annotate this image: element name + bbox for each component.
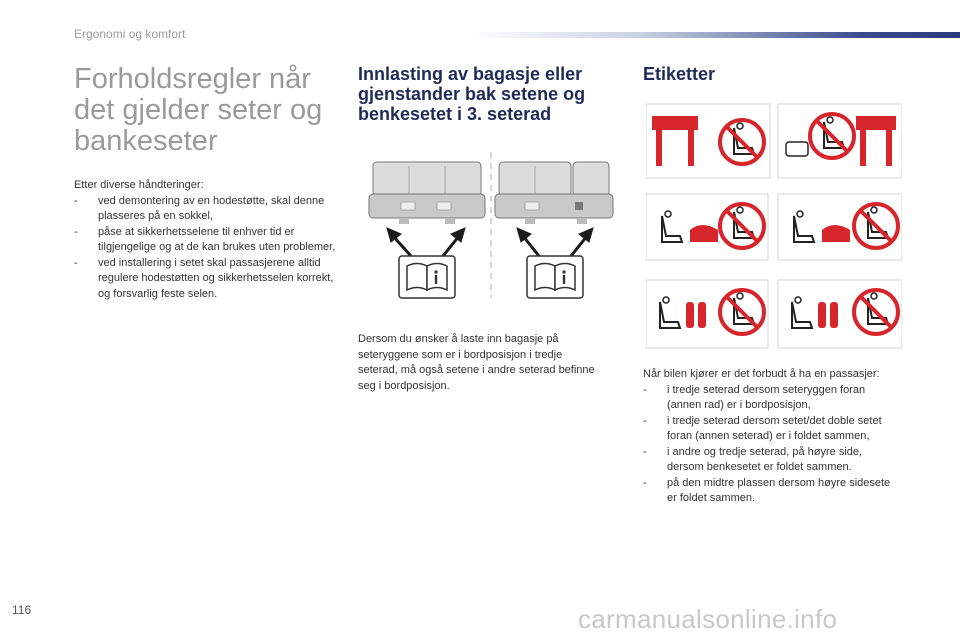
column-luggage-loading bbox=[358, 64, 618, 392]
page-title-line: det gjelder seter og bbox=[74, 94, 323, 126]
page-title-line: bankeseter bbox=[74, 125, 218, 157]
bench-seat-left-icon bbox=[369, 162, 485, 224]
list-item: - i tredje seterad dersom seteryggen foran (annen rad) er i bordposisjon, bbox=[643, 383, 866, 411]
header-gradient-bar bbox=[470, 32, 960, 38]
luggage-text bbox=[358, 332, 603, 394]
column-seat-precautions bbox=[74, 64, 339, 302]
warning-label-table-seat-right bbox=[778, 104, 902, 178]
labels-text bbox=[643, 367, 893, 507]
list-item: - ved demontering av en hodestøtte, skal denne plasseres på en sokkel, bbox=[74, 194, 325, 222]
column-labels bbox=[643, 64, 903, 504]
precautions-text bbox=[74, 178, 339, 302]
section-header: Ergonomi og komfort bbox=[74, 27, 186, 41]
warning-label-folded-seat-2 bbox=[778, 194, 902, 260]
luggage-section-title: Innlasting av bagasje eller gjenstander bak setene og benkesetet i 3. seterad bbox=[358, 64, 586, 124]
labels-intro: Når bilen kjører er det forbudt å ha en passasjer: bbox=[643, 368, 880, 380]
warning-label-table-seat-left bbox=[646, 104, 770, 178]
warning-label-folded-seat-1 bbox=[646, 194, 768, 260]
list-item: - på den midtre plassen dersom høyre sidesete er foldet sammen. bbox=[643, 476, 891, 504]
list-item: - ved installering i setet skal passasjerene alltid regulere hodestøtten og sikkerhetsselen korrekt, og forsvarlig feste selen. bbox=[74, 256, 334, 300]
seat-table-position-illustration bbox=[365, 148, 615, 308]
warning-label-folded-side-seat-1 bbox=[646, 280, 768, 348]
arrow-icons bbox=[387, 228, 593, 256]
list-item: - påse at sikkerhetsselene til enhver tid er tilgjengelige og at de kan brukes uten problemer, bbox=[74, 225, 336, 253]
labels-list bbox=[643, 383, 893, 507]
page-title bbox=[74, 64, 339, 157]
warning-labels-grid bbox=[646, 102, 902, 354]
labels-section-title: Etiketter bbox=[643, 64, 716, 84]
watermark-text: carmanualsonline.info bbox=[578, 604, 838, 634]
page-title-line: Forholdsregler når bbox=[74, 63, 311, 95]
precautions-list bbox=[74, 194, 339, 303]
list-item: - i tredje seterad dersom setet/det doble setet foran (annen seterad) er i foldet sammen, bbox=[643, 414, 882, 442]
manual-book-icon bbox=[527, 256, 583, 298]
warning-label-folded-side-seat-2 bbox=[778, 280, 902, 348]
list-item: - i andre og tredje seterad, på høyre side, dersom benkesetet er foldet sammen. bbox=[643, 445, 863, 473]
precautions-intro: Etter diverse håndteringer: bbox=[74, 179, 204, 191]
page-number: 116 bbox=[12, 603, 32, 617]
luggage-paragraph: Dersom du ønsker å laste inn bagasje på seteryggene som er i bordposisjon i tredje seterad, må også setene i andre seterad befinne seg i bordposisjon. bbox=[358, 333, 595, 392]
manual-book-icon bbox=[399, 256, 455, 298]
bench-seat-right-icon bbox=[495, 162, 613, 224]
